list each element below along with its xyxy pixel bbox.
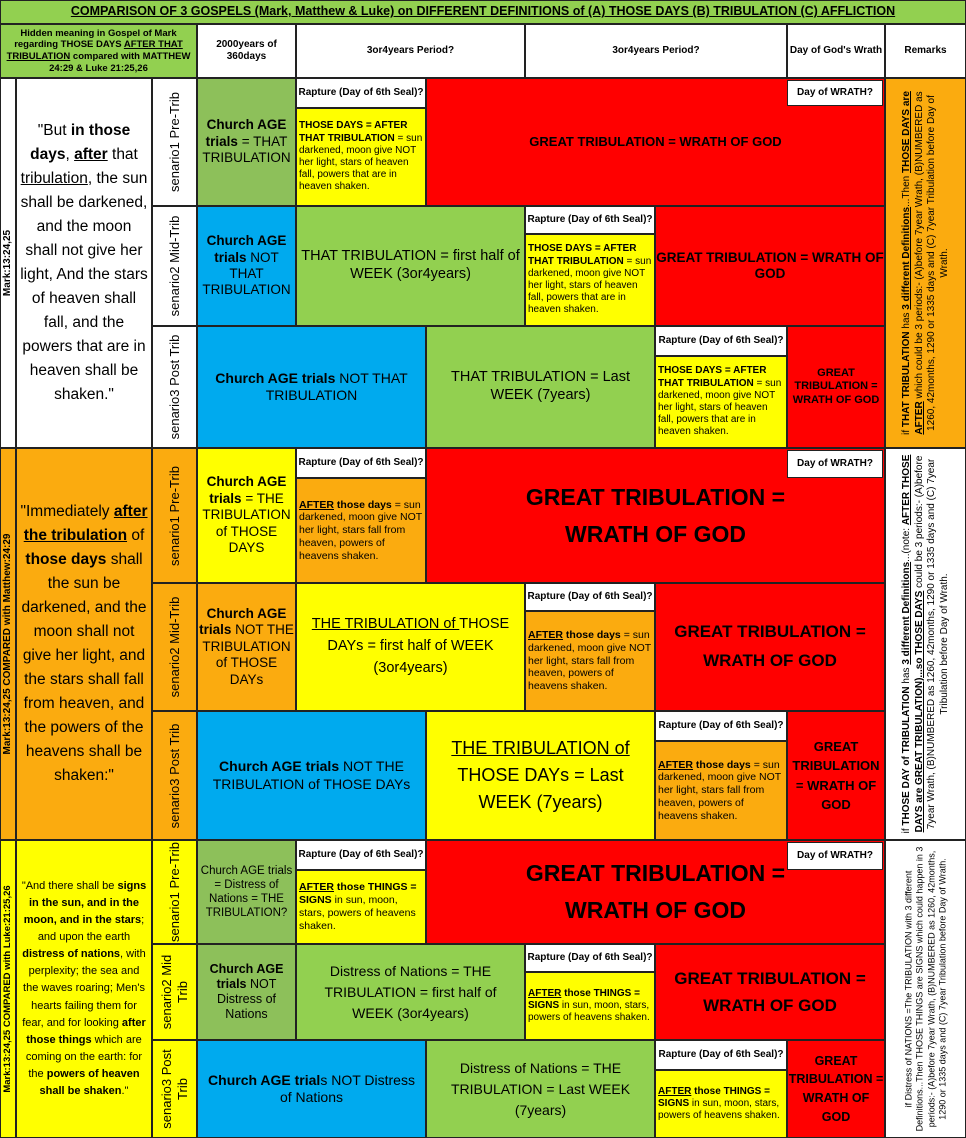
matthew-s1-after-those-days: AFTER those days = sun darkened, moon give NOT her light, stars fall from heaven, powers of heavens shaken. — [296, 478, 426, 583]
luke-s3-distress: Distress of Nations = THE TRIBULATION = Last WEEK (7years) — [426, 1040, 655, 1138]
matthew-verse-text: "Immediately after the tribulation of those days shall the sun be darkened, and the moon shall not give her light, and the stars shall fall from heaven, and the powers of the heavens shall be shaken:" — [20, 502, 148, 785]
luke-s1-wrath-day: Day of WRATH? — [787, 842, 883, 870]
mark-s3-that-tribulation: THAT TRIBULATION = Last WEEK (7years) — [426, 326, 655, 448]
mark-s1-rapture: Rapture (Day of 6th Seal)? — [296, 78, 426, 108]
matthew-side-label: Mark:13:24,25 COMPARED with Matthew:24:29 — [0, 448, 16, 840]
luke-scenario3-label: senario3 Post Trib — [152, 1040, 197, 1138]
matthew-s1-wrath-day: Day of WRATH? — [787, 450, 883, 478]
luke-s1-great-tribulation: GREAT TRIBULATION = WRATH OF GOD — [426, 840, 885, 944]
mark-verse-text: "But in those days, after that tribulation, the sun shall be darkened, and the moon shall not give her light, And the stars of heaven shall fall, and the powers that are in heaven shall be shaken." — [20, 121, 148, 404]
mark-s1-those-days: THOSE DAYS = AFTER THAT TRIBULATION = sun darkened, moon give NOT her light, stars of heaven fall, powers that are in heaven shaken. — [296, 108, 426, 206]
mark-remarks: if THAT TRIBULATION has 3 different Definitions...Then THOSE DAYS are AFTER which could be 3 periods:- (A)before 7year Wrath, (B)NUMBERED as 1260, 42months, 1290 or 1335 days and (C) 7year Tribulation before Day of Wrath. — [885, 78, 966, 448]
mark-s2-church-age: Church AGE trials NOT THAT TRIBULATION — [197, 206, 296, 326]
mark-s1-wrath-day: Day of WRATH? — [787, 80, 883, 106]
header-remarks: Remarks — [885, 24, 966, 78]
matthew-scenario3-label: senario3 Post Trib — [152, 711, 197, 840]
matthew-s3-the-tribulation: THE TRIBULATION of THOSE DAYs = Last WEEK (7years) — [426, 711, 655, 840]
matthew-s3-great-tribulation: GREAT TRIBULATION = WRATH OF GOD — [787, 711, 885, 840]
matthew-s3-church-age: Church AGE trials NOT THE TRIBULATION of THOSE DAYs — [197, 711, 426, 840]
matthew-s1-great-tribulation: GREAT TRIBULATION = WRATH OF GOD — [426, 448, 885, 583]
luke-scenario1-label: senario1 Pre-Trib — [152, 840, 197, 944]
luke-verse-text: "And there shall be signs in the sun, and in the moon, and in the stars; and upon the earth distress of nations, with perplexity; the sea and the waves roaring; Men's hearts failing them for fear, and for looking after those things which are coming on the earth: for the powers of heaven shall be shaken." — [21, 880, 147, 1097]
luke-s2-great-tribulation: GREAT TRIBULATION = WRATH OF GOD — [655, 944, 885, 1040]
luke-s1-after-things: AFTER those THINGS = SIGNS in sun, moon, stars, powers of heavens shaken. — [296, 870, 426, 944]
mark-s3-those-days: THOSE DAYS = AFTER THAT TRIBULATION = sun darkened, moon give NOT her light, stars of heaven fall, powers that are in heaven shaken. — [655, 356, 787, 448]
header-3or4-period-b: 3or4years Period? — [525, 24, 787, 78]
mark-s3-church-age: Church AGE trials NOT THAT TRIBULATION — [197, 326, 426, 448]
mark-verse — [16, 78, 152, 448]
mark-scenario2-label: senario2 Mid-Trib — [152, 206, 197, 326]
matthew-verse — [16, 448, 152, 840]
luke-s2-rapture: Rapture (Day of 6th Seal)? — [525, 944, 655, 972]
matthew-s2-church-age: Church AGE trials NOT THE TRIBULATION of THOSE DAYs — [197, 583, 296, 711]
luke-s2-after-things: AFTER those THINGS = SIGNS in sun, moon, stars, powers of heavens shaken. — [525, 972, 655, 1040]
header-3or4-period-a: 3or4years Period? — [296, 24, 525, 78]
matthew-s2-great-tribulation: GREAT TRIBULATION = WRATH OF GOD — [655, 583, 885, 711]
luke-s2-distress: Distress of Nations = THE TRIBULATION = first half of WEEK (3or4years) — [296, 944, 525, 1040]
mark-s3-great-tribulation: GREAT TRIBULATION = WRATH OF GOD — [787, 326, 885, 448]
matthew-s1-church-age: Church AGE trials = THE TRIBULATION of THOSE DAYS — [197, 448, 296, 583]
header-hidden-meaning-text: Hidden meaning in Gospel of Mark regarding THOSE DAYS AFTER THAT TRIBULATION compared with MATTHEW 24:29 & Luke 21:25,26 — [6, 27, 191, 74]
mark-s3-rapture: Rapture (Day of 6th Seal)? — [655, 326, 787, 356]
mark-side-label: Mark:13:24,25 — [0, 78, 16, 448]
matthew-scenario2-label: senario2 Mid-Trib — [152, 583, 197, 711]
mark-s2-rapture: Rapture (Day of 6th Seal)? — [525, 206, 655, 234]
matthew-s2-rapture: Rapture (Day of 6th Seal)? — [525, 583, 655, 611]
matthew-remarks: if THOSE DAY of TRIBULATION has 3 different Definitions...(note: AFTER THOSE DAYS are GREAT TRIBULATION)...so THOSE DAYS could be 3 periods:- (A)before 7year Wrath, (B)NUMBERED as 1260, 42months, 1290 or 1335 days and (C) 7year Tribulation before Day of Wrath. — [885, 448, 966, 840]
header-day-of-wrath: Day of God's Wrath — [787, 24, 885, 78]
header-2000-years: 2000years of 360days — [197, 24, 296, 78]
sheet-title — [0, 0, 966, 24]
mark-s2-great-tribulation: GREAT TRIBULATION = WRATH OF GOD — [655, 206, 885, 326]
luke-verse — [16, 840, 152, 1138]
mark-s2-that-tribulation: THAT TRIBULATION = first half of WEEK (3or4years) — [296, 206, 525, 326]
luke-s1-church-age: Church AGE trials = Distress of Nations = THE TRIBULATION? — [197, 840, 296, 944]
luke-s3-great-tribulation: GREAT TRIBULATION = WRATH OF GOD — [787, 1040, 885, 1138]
luke-s1-rapture: Rapture (Day of 6th Seal)? — [296, 840, 426, 870]
luke-s2-church-age: Church AGE trials NOT Distress of Nations — [197, 944, 296, 1040]
matthew-s2-the-tribulation: THE TRIBULATION of THOSE DAYs = first half of WEEK (3or4years) — [296, 583, 525, 711]
mark-scenario1-label: senario1 Pre-Trib — [152, 78, 197, 206]
matthew-s3-rapture: Rapture (Day of 6th Seal)? — [655, 711, 787, 741]
luke-s3-rapture: Rapture (Day of 6th Seal)? — [655, 1040, 787, 1070]
mark-s1-church-age: Church AGE trials = THAT TRIBULATION — [197, 78, 296, 206]
luke-remarks: if Distress of NATIONS =The TRIBULATION with 3 different Definitions...Then THOSE THINGS are SIGNS which could happen in 3 periods:- (A)before 7year Wrath, (B)NUMBERED as 1260, 42months, 1290 or 1335 days and (C) 7year Tribulation before Day of Wrath. — [885, 840, 966, 1138]
matthew-scenario1-label: senario1 Pre-Trib — [152, 448, 197, 583]
matthew-s2-after-those-days: AFTER those days = sun darkened, moon give NOT her light, stars fall from heaven, powers of heavens shaken. — [525, 611, 655, 711]
luke-s3-church-age: Church AGE trials NOT Distress of Nations — [197, 1040, 426, 1138]
header-hidden-meaning — [0, 24, 197, 78]
mark-s1-great-tribulation: GREAT TRIBULATION = WRATH OF GOD — [426, 78, 885, 206]
luke-s3-after-things: AFTER those THINGS = SIGNS in sun, moon, stars, powers of heavens shaken. — [655, 1070, 787, 1138]
mark-scenario3-label: senario3 Post Trib — [152, 326, 197, 448]
luke-scenario2-label: senario2 Mid Trib — [152, 944, 197, 1040]
sheet-title-text: COMPARISON OF 3 GOSPELS (Mark, Matthew & Luke) on DIFFERENT DEFINITIONS of (A) THOSE DAYS (B) TRIBULATION (C) AFFLICTION — [70, 4, 896, 19]
mark-s2-those-days: THOSE DAYS = AFTER THAT TRIBULATION = sun darkened, moon give NOT her light, stars of heaven fall, powers that are in heaven shaken. — [525, 234, 655, 326]
luke-side-label: Mark:13:24,25 COMPARED with Luke:21:25,26 — [0, 840, 16, 1138]
matthew-s3-after-those-days: AFTER those days = sun darkened, moon give NOT her light, stars fall from heaven, powers of heavens shaken. — [655, 741, 787, 840]
matthew-s1-rapture: Rapture (Day of 6th Seal)? — [296, 448, 426, 478]
